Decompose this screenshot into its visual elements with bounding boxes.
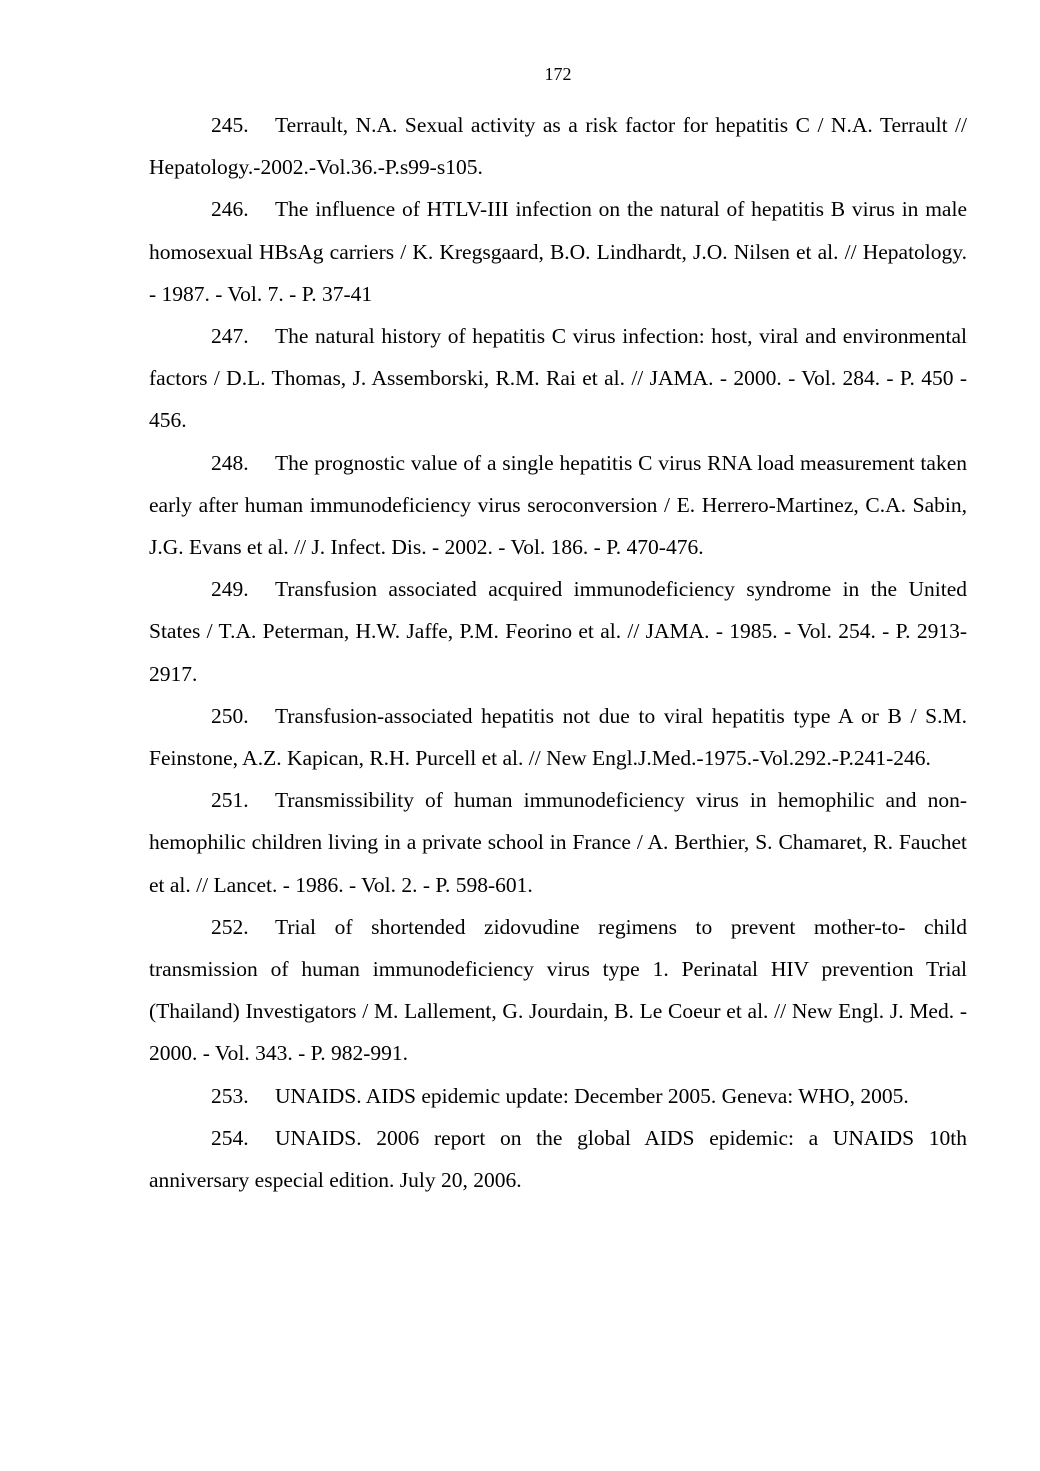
reference-text: The prognostic value of a single hepatitis C virus RNA load measurement taken early after human immunodeficiency virus seroconversion / E. Herrero-Martinez, C.A. Sabin, J.G. Evans et al. // J. Infect. Dis. - 2002. - Vol. 186. - P. 470-476. <box>149 450 967 560</box>
reference-list <box>149 104 967 1201</box>
reference-item <box>149 1075 967 1117</box>
reference-item <box>149 188 967 315</box>
page-number: 172 <box>544 64 572 84</box>
reference-text: Transmissibility of human immunodeficiency virus in hemophilic and non-hemophilic children living in a private school in France / A. Berthier, S. Chamaret, R. Fauchet et al. // Lancet. - 1986. - Vol. 2. - P. 598-601. <box>149 788 967 897</box>
reference-item <box>149 442 967 569</box>
reference-text: UNAIDS. AIDS epidemic update: December 2005. Geneva: WHO, 2005. <box>275 1083 909 1108</box>
reference-item <box>149 1117 967 1201</box>
reference-item <box>149 906 967 1075</box>
reference-item <box>149 695 967 779</box>
reference-text: Trial of shortended zidovudine regimens to prevent mother-to- child transmission of human immunodeficiency virus type 1. Perinatal HIV prevention Trial (Thailand) Investigators / M. Lallement, G. Jourdain, B. Le Coeur et al. // New Engl. J. Med. - 2000. - Vol. 343. - P. 982-991. <box>149 914 967 1066</box>
reference-text: Terrault, N.A. Sexual activity as a risk factor for hepatitis C / N.A. Terrault // Hepatology.-2002.-Vol.36.-P.s99-s105. <box>149 113 967 180</box>
reference-number: 251. <box>211 788 249 813</box>
reference-number: 248. <box>211 450 249 475</box>
reference-number: 252. <box>211 914 249 939</box>
reference-text: Transfusion associated acquired immunodeficiency syndrome in the United States / T.A. Peterman, H.W. Jaffe, P.M. Feorino et al. // JAMA. - 1985. - Vol. 254. - P. 2913-2917. <box>149 577 967 686</box>
reference-item <box>149 104 967 188</box>
reference-text: The natural history of hepatitis C virus infection: host, viral and environmental factors / D.L. Thomas, J. Assemborski, R.M. Rai et al. // JAMA. - 2000. - Vol. 284. - P. 450 - 456. <box>149 324 967 433</box>
reference-text: The influence of HTLV-III infection on the natural of hepatitis B virus in male homosexual HBsAg carriers / K. Kregsgaard, B.O. Lindhardt, J.O. Nilsen et al. // Hepatology. - 1987. - Vol. 7. - P. 37-41 <box>149 197 967 306</box>
reference-item <box>149 779 967 906</box>
reference-number: 249. <box>211 577 249 602</box>
reference-text: Transfusion-associated hepatitis not due to viral hepatitis type A or B / S.M. Feinstone, A.Z. Kapican, R.H. Purcell et al. // New Engl.J.Med.-1975.-Vol.292.-P.241-246. <box>149 703 967 771</box>
reference-number: 247. <box>211 324 249 349</box>
reference-number: 245. <box>211 113 249 137</box>
reference-number: 246. <box>211 197 249 222</box>
reference-number: 253. <box>211 1083 249 1108</box>
reference-number: 250. <box>211 703 249 728</box>
reference-text: UNAIDS. 2006 report on the global AIDS epidemic: a UNAIDS 10th anniversary especial edition. July 20, 2006. <box>149 1125 967 1193</box>
reference-number: 254. <box>211 1125 249 1150</box>
reference-item <box>149 568 967 695</box>
reference-item <box>149 315 967 442</box>
